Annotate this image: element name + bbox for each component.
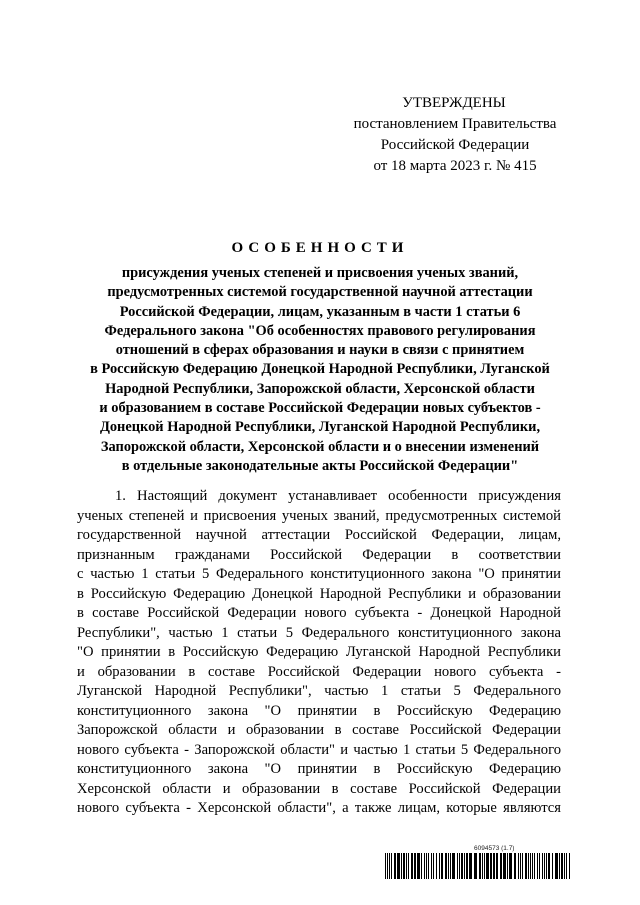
- body-line: Республики", частью 1 статьи 5 Федерального конституционного закона: [77, 624, 561, 641]
- body-line: с частью 1 статьи 5 Федерального конституционного закона "О принятии: [77, 566, 561, 582]
- body-line: государственной научной аттестации Российской Федерации, лицам,: [77, 527, 561, 543]
- body-line: в Российскую Федерацию Донецкой Народной Республики и образовании: [77, 585, 561, 602]
- subtitle-line: присуждения ученых степеней и присвоения ученых званий,: [121, 265, 519, 281]
- document-subtitle: [60, 264, 580, 476]
- body-line: 1. Настоящий документ устанавливает особенности присуждения: [115, 488, 561, 504]
- subtitle-line: предусмотренных системой государственной научной аттестации: [107, 284, 533, 301]
- subtitle-line: и образованием в составе Российской Федерации новых субъектов -: [99, 400, 541, 417]
- subtitle-line: отношений в сферах образования и науки в связи с принятием: [115, 342, 525, 359]
- paragraph-1: [77, 487, 561, 819]
- approval-stamp: [330, 93, 580, 177]
- subtitle-line: в отдельные законодательные акты Российской Федерации": [121, 457, 519, 474]
- barcode: [385, 853, 572, 879]
- document-title: ОСОБЕННОСТИ: [231, 240, 409, 256]
- subtitle-line: Донецкой Народной Республики, Луганской Народной Республики,: [99, 419, 541, 436]
- body-line: нового субъекта - Херсонской области", а также лицам, которые являются: [77, 800, 561, 816]
- document-code: 6094573 (1.7): [474, 845, 515, 852]
- body-line: Луганской Народной Республики", частью 1 статьи 5 Федерального: [77, 683, 561, 699]
- body-line: в составе Российской Федерации нового субъекта - Донецкой Народной: [77, 605, 561, 621]
- subtitle-line: Российской Федерации, лицам, указанным в части 1 статьи 6: [119, 303, 521, 320]
- body-line: "О принятии в Российскую Федерацию Луганской Народной Республики: [77, 644, 561, 660]
- subtitle-line: в Российскую Федерацию Донецкой Народной Республики, Луганской: [90, 361, 550, 378]
- approval-line: постановлением Правительства: [353, 116, 557, 132]
- body-line: Херсонской области и образовании в составе Российской Федерации: [77, 780, 561, 797]
- body-line: конституционного закона "О принятии в Российскую Федерацию: [77, 761, 561, 777]
- body-line: нового субъекта - Запорожской области" и частью 1 статьи 5 Федерального: [77, 741, 561, 758]
- body-line: конституционного закона "О принятии в Российскую Федерацию: [77, 702, 561, 719]
- body-line: и образовании в составе Российской Федерации нового субъекта -: [77, 663, 561, 680]
- body-line: признанным гражданами Российской Федерации в соответствии: [77, 546, 561, 563]
- subtitle-line: Народной Республики, Запорожской области, Херсонской области: [105, 380, 535, 397]
- subtitle-line: Запорожской области, Херсонской области и о внесении изменений: [100, 438, 540, 455]
- approval-line: Российской Федерации: [380, 137, 530, 153]
- approval-date: от 18 марта 2023 г. № 415: [373, 158, 537, 174]
- body-line: Запорожской области и образовании в составе Российской Федерации: [77, 722, 561, 738]
- body-line: ученых степеней и присвоения ученых званий, предусмотренных системой: [77, 507, 561, 524]
- approval-title: УТВЕРЖДЕНЫ: [402, 95, 506, 111]
- subtitle-line: Федерального закона "Об особенностях правового регулирования: [104, 322, 536, 339]
